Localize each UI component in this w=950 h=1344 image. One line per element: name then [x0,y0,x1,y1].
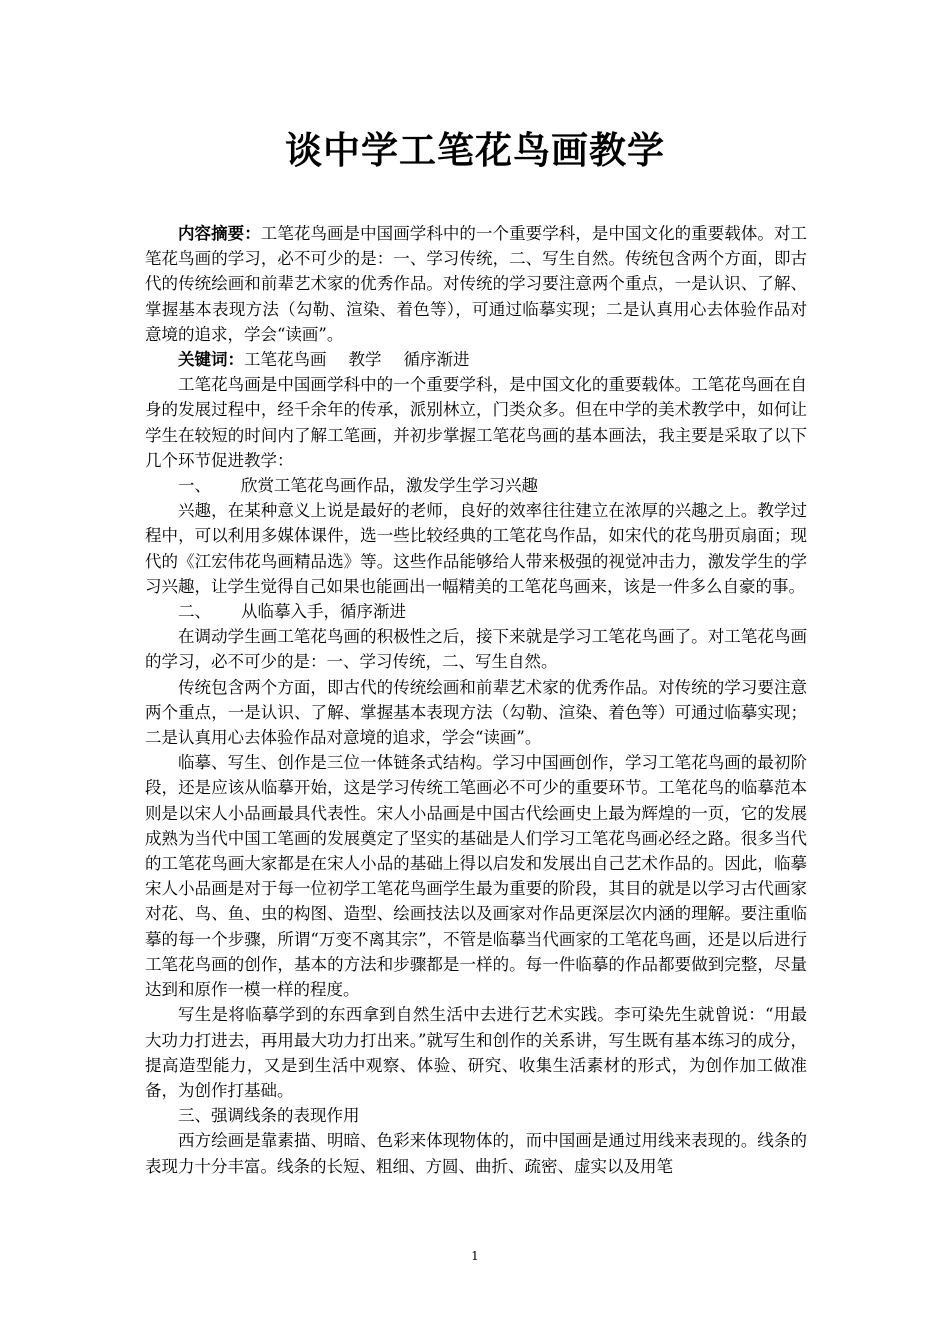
document-body [145,221,807,1179]
body-paragraph: 临摹、写生、创作是三位一体链条式结构。学习中国画创作，学习工笔花鸟画的最初阶段，还是应该从临摹开始，这是学习传统工笔画必不可少的重要环节。工笔花鸟的临摹范本则是以宋人小品画最具代表性。宋人小品画是中国古代绘画史上最为辉煌的一页，它的发展成熟为当代中国工笔画的发展奠定了坚实的基础是人们学习工笔花鸟画必经之路。很多当代的工笔花鸟画大家都是在宋人小品的基础上得以启发和发展出自己艺术作品的。因此，临摹宋人小品画是对于每一位初学工笔花鸟画学生最为重要的阶段，其目的就是以学习古代画家对花、鸟、鱼、虫的构图、造型、绘画技法以及画家对作品更深层次内涵的理解。要注重临摹的每一个步骤，所谓“万变不离其宗”，不管是临摹当代画家的工笔花鸟画，还是以后进行工笔花鸟画的创作，基本的方法和步骤都是一样的。每一件临摹的作品都要做到完整，尽量达到和原作一模一样的程度。 [145,753,807,1000]
keywords-paragraph [145,347,807,372]
keyword-item: 循序渐进 [403,350,470,370]
section-2-number: 二、 [178,602,211,622]
keywords-label: 关键词： [178,350,244,370]
document-title: 谈中学工笔花鸟画教学 [285,129,665,172]
keyword-item: 工笔花鸟画 [244,350,327,370]
body-paragraph: 在调动学生画工笔花鸟画的积极性之后，接下来就是学习工笔花鸟画了。对工笔花鸟画的学习，必不可少的是：一、学习传统，二、写生自然。 [145,627,807,672]
body-paragraph: 兴趣，在某种意义上说是最好的老师，良好的效率往往建立在浓厚的兴趣之上。教学过程中，可以利用多媒体课件，选一些比较经典的工笔花鸟作品，如宋代的花鸟册页扇面；现代的《江宏伟花鸟画精品选》等。这些作品能够给人带来极强的视觉冲击力，激发学生的学习兴趣，让学生觉得自己如果也能画出一幅精美的工笔花鸟画来，该是一件多么自豪的事。 [145,501,807,596]
section-3-heading: 三、强调线条的表现作用 [178,1106,360,1126]
abstract-text: 工笔花鸟画是中国画学科中的一个重要学科，是中国文化的重要载体。对工笔花鸟画的学习，必不可少的是：一、学习传统，二、写生自然。传统包含两个方面，即古代的传统绘画和前辈艺术家的优秀作品。对传统的学习要注意两个重点，一是认识、了解、掌握基本表现方法（勾勒、渲染、着色等），可通过临摹实现；二是认真用心去体验作品对意境的追求，学会“读画”。 [145,224,808,344]
body-paragraph: 写生是将临摹学到的东西拿到自然生活中去进行艺术实践。李可染先生就曾说：“用最大功力打进去，再用最大功力打出来。”就写生和创作的关系讲，写生既有基本练习的成分，提高造型能力，又是到生活中观察、体验、研究、收集生活素材的形式，为创作加工做准备，为创作打基础。 [145,1005,807,1100]
section-1-number: 一、 [178,476,211,496]
section-1-heading-text: 欣赏工笔花鸟画作品，激发学生学习兴趣 [241,476,538,496]
page-number: 1 [471,1249,479,1263]
abstract-label: 内容摘要： [178,224,261,243]
section-2-heading [145,599,807,624]
keyword-item: 教学 [348,350,382,370]
intro-paragraph: 工笔花鸟画是中国画学科中的一个重要学科，是中国文化的重要载体。工笔花鸟画在自身的发展过程中，经千余年的传承，派别林立，门类众多。但在中学的美术教学中，如何让学生在较短的时间内了解工笔画，并初步掌握工笔花鸟画的基本画法，我主要是采取了以下几个环节促进教学： [145,375,807,470]
abstract-paragraph [145,221,807,347]
body-paragraph: 传统包含两个方面，即古代的传统绘画和前辈艺术家的优秀作品。对传统的学习要注意两个重点，一是认识、了解、掌握基本表现方法（勾勒、渲染、着色等）可通过临摹实现；二是认真用心去体验作品对意境的追求，学会“读画”。 [145,677,807,748]
section-2-heading-text: 从临摹入手，循序渐进 [241,602,406,622]
body-paragraph: 西方绘画是靠素描、明暗、色彩来体现物体的，而中国画是通过用线来表现的。线条的表现力十分丰富。线条的长短、粗细、方圆、曲折、疏密、虚实以及用笔 [145,1131,807,1176]
section-1-heading [145,473,807,498]
